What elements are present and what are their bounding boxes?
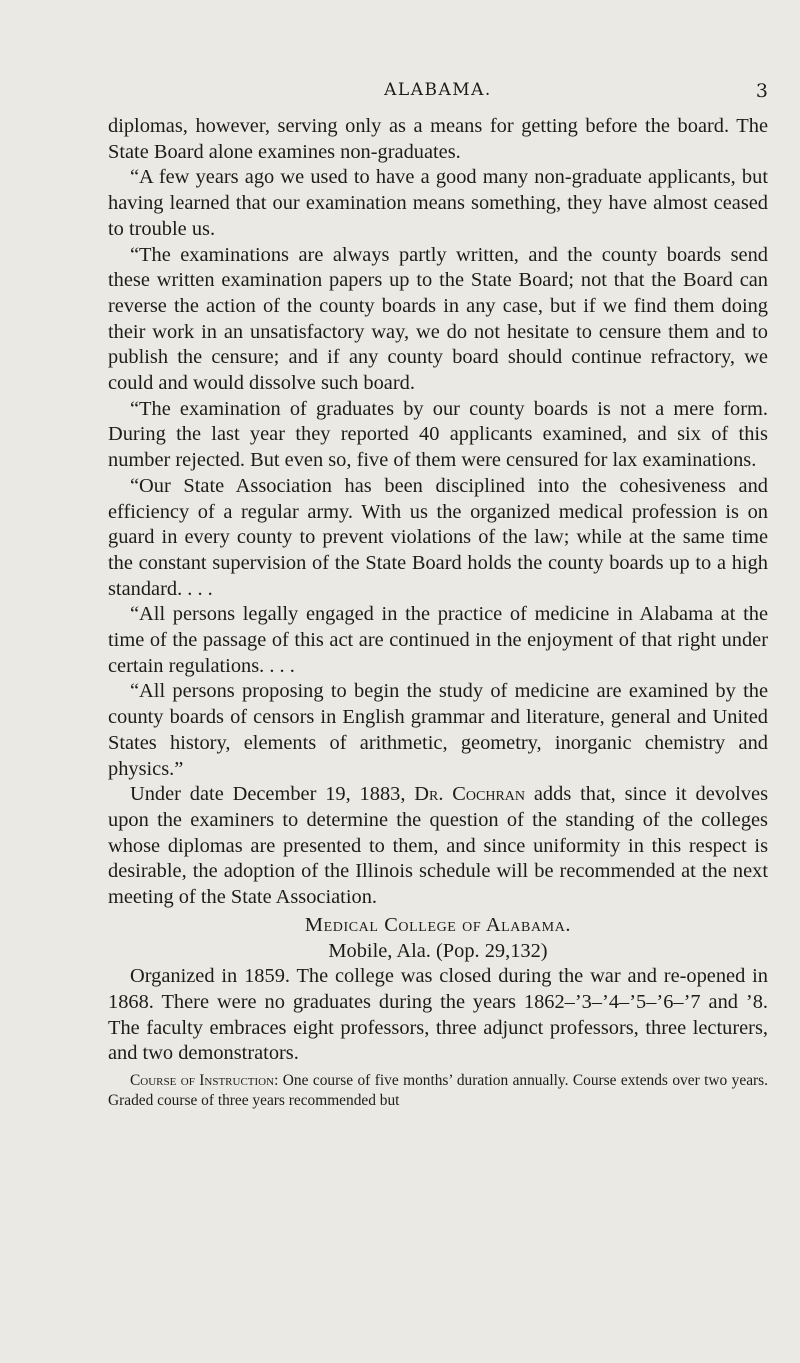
paragraph: “The examinations are always partly written, and the county boards send these written examination papers up to the State Board; not that the Board can reverse the action of the county boards in any case, but if we find them doing their work in an unsatisfactory way, we do not hesitate to censure them and to publish the censure; and if any county board should continue refractory, we could and would dissolve such board. <box>108 243 768 395</box>
running-title: ALABAMA. <box>384 80 492 100</box>
paragraph: “All persons proposing to begin the study of medicine are examined by the county boards of censors in English grammar and literature, general and United States history, elements of arithmetic, geometry, inorganic chemistry and physics.” <box>108 680 768 780</box>
paragraph: “A few years ago we used to have a good many non-graduate applicants, but having learned that our examination means something, they have almost ceased to trouble us. <box>108 166 768 240</box>
section-subheading: Mobile, Ala. (Pop. 29,132) <box>328 939 548 962</box>
body-text <box>108 114 768 1111</box>
section-heading: Medical College of Alabama. <box>304 913 572 936</box>
instruction-text: One course of five months’ duration annually. Course extends over two years. Graded course of three years recommended but <box>108 1072 768 1110</box>
section-paragraph: Organized in 1859. The college was closed during the war and re-opened in 1868. There were no graduates during the years 1862–’3–’4–’5–’6–’7 and ’8. The faculty embraces eight professors, three adjunct professors, three lecturers, and two demonstrators. <box>108 965 768 1065</box>
page-number: 3 <box>755 80 768 102</box>
paragraph: “The examination of graduates by our county boards is not a mere form. During the last year they reported 40 applicants examined, and six of this number rejected. But even so, five of them were censured for lax examinations. <box>108 397 768 472</box>
paragraph: “Our State Association has been disciplined into the cohesiveness and efficiency of a regular army. With us the organized medical profession is on guard in every county to prevent violations of the law; while at the same time the constant supervision of the State Board holds the county boards up to a high standard. . . . <box>108 474 768 600</box>
instruction-label: Course of Instruction: <box>130 1072 279 1090</box>
paragraph-text: adds that, since it devolves upon the examiners to determine the question of the standing of the colleges whose diplomas are presented to them, and since uniformity in this respect is desirable, the adoption of the Illinois schedule will be recommended at the next meeting of the State Association. <box>108 783 769 909</box>
running-head <box>108 80 768 106</box>
paragraph-text: Under date December 19, 1883, <box>130 783 415 806</box>
instruction-paragraph <box>108 1071 768 1111</box>
paragraph-dr-cochran <box>108 782 768 911</box>
paragraph: “All persons legally engaged in the practice of medicine in Alabama at the time of the passage of this act are continued in the enjoyment of that right under certain regulations. . . . <box>108 603 768 677</box>
person-name: Dr. Cochran <box>414 783 526 806</box>
paragraph: diplomas, however, serving only as a means for getting before the board. The State Board alone examines non-graduates. <box>108 115 768 163</box>
